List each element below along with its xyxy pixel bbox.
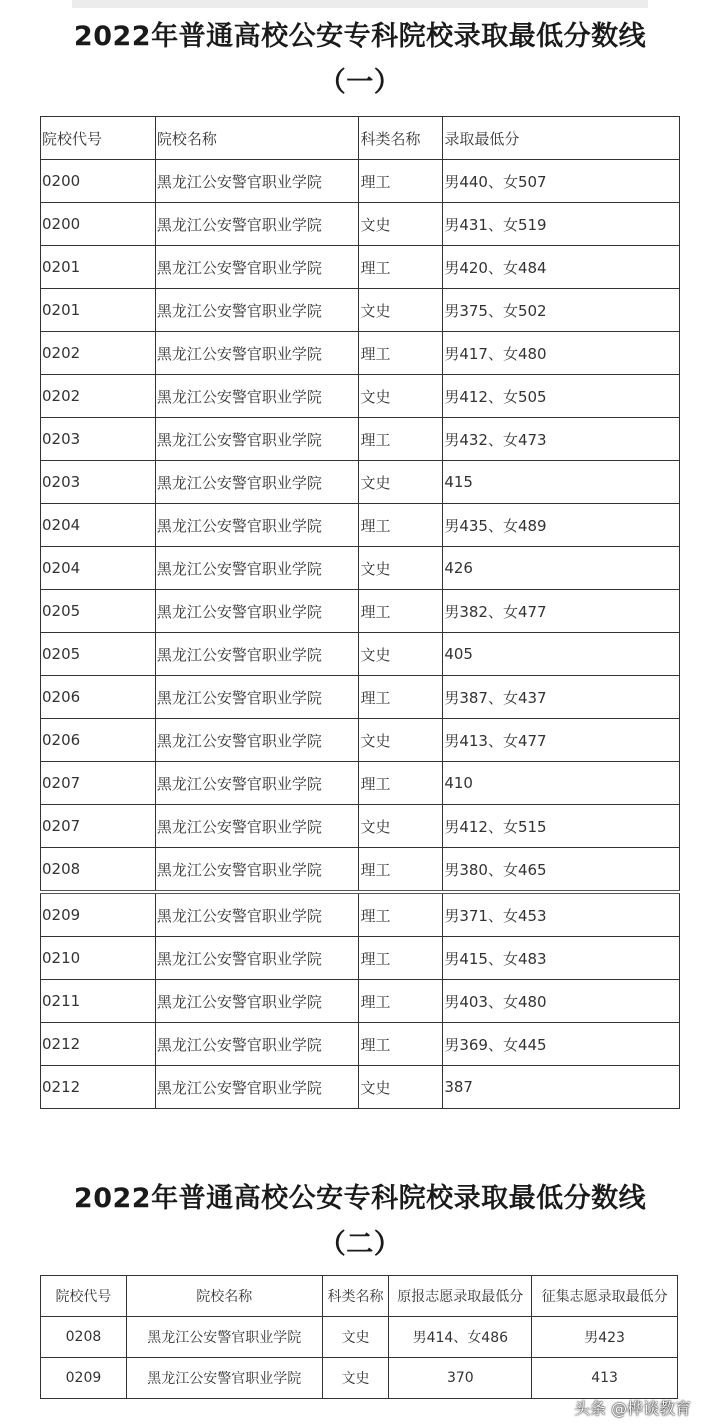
table-row: [41, 203, 680, 246]
cell-code: 0208: [41, 848, 156, 893]
table-row: [41, 719, 680, 762]
table-row: [41, 980, 680, 1023]
table-row: [41, 937, 680, 980]
top-image-strip: [72, 0, 648, 8]
cell-name: 黑龙江公安警官职业学院: [155, 805, 359, 848]
table-row: [41, 547, 680, 590]
cell-supplementary-min-score: 413: [532, 1358, 678, 1399]
cell-min-score: 男380、女465: [443, 848, 680, 893]
cell-name: 黑龙江公安警官职业学院: [155, 547, 359, 590]
cell-code: 0200: [41, 160, 156, 203]
cell-name: 黑龙江公安警官职业学院: [155, 203, 359, 246]
cell-code: 0202: [41, 332, 156, 375]
cell-name: 黑龙江公安警官职业学院: [155, 375, 359, 418]
cell-name: 黑龙江公安警官职业学院: [155, 676, 359, 719]
score-table-1: [40, 116, 680, 1109]
cell-code: 0209: [41, 892, 156, 937]
header-original-min-score: 原报志愿录取最低分: [389, 1276, 532, 1317]
cell-min-score: 男375、女502: [443, 289, 680, 332]
table-row: [41, 892, 680, 937]
cell-category: 理工: [359, 892, 443, 937]
cell-name: 黑龙江公安警官职业学院: [155, 590, 359, 633]
cell-name: 黑龙江公安警官职业学院: [155, 937, 359, 980]
cell-name: 黑龙江公安警官职业学院: [155, 980, 359, 1023]
cell-code: 0207: [41, 805, 156, 848]
header-supplementary-min-score: 征集志愿录取最低分: [532, 1276, 678, 1317]
table-row: [41, 848, 680, 893]
cell-category: 文史: [359, 461, 443, 504]
header-min-score: 录取最低分: [443, 117, 680, 160]
cell-min-score: 男403、女480: [443, 980, 680, 1023]
cell-name: 黑龙江公安警官职业学院: [155, 461, 359, 504]
table-row: [41, 1358, 678, 1399]
cell-category: 理工: [359, 848, 443, 893]
cell-category: 文史: [322, 1317, 389, 1358]
cell-category: 文史: [359, 719, 443, 762]
cell-code: 0205: [41, 590, 156, 633]
cell-code: 0204: [41, 547, 156, 590]
table-row: [41, 762, 680, 805]
cell-code: 0211: [41, 980, 156, 1023]
score-table-2: [40, 1275, 678, 1399]
table-row: [41, 160, 680, 203]
page-subtitle-2: （二）: [318, 1229, 402, 1260]
table-header-row: [41, 117, 680, 160]
page-title-1: 2022年普通高校公安专科院校录取最低分数线: [73, 21, 647, 52]
cell-min-score: 415: [443, 461, 680, 504]
cell-category: 理工: [359, 504, 443, 547]
cell-name: 黑龙江公安警官职业学院: [155, 892, 359, 937]
cell-min-score: 男431、女519: [443, 203, 680, 246]
cell-original-min-score: 370: [389, 1358, 532, 1399]
cell-code: 0206: [41, 719, 156, 762]
header-category: 科类名称: [322, 1276, 389, 1317]
cell-category: 理工: [359, 590, 443, 633]
cell-category: 文史: [359, 289, 443, 332]
cell-name: 黑龙江公安警官职业学院: [126, 1317, 322, 1358]
cell-category: 理工: [359, 1023, 443, 1066]
cell-category: 理工: [359, 980, 443, 1023]
cell-category: 文史: [359, 547, 443, 590]
cell-min-score: 男440、女507: [443, 160, 680, 203]
cell-min-score: 男412、女505: [443, 375, 680, 418]
table-header-row: [41, 1276, 678, 1317]
cell-code: 0207: [41, 762, 156, 805]
cell-name: 黑龙江公安警官职业学院: [155, 246, 359, 289]
cell-code: 0208: [41, 1317, 127, 1358]
cell-code: 0212: [41, 1066, 156, 1109]
cell-category: 理工: [359, 762, 443, 805]
header-code: 院校代号: [41, 117, 156, 160]
header-category: 科类名称: [359, 117, 443, 160]
watermark: 头条 @桦谈教育: [574, 1399, 692, 1418]
cell-min-score: 男369、女445: [443, 1023, 680, 1066]
cell-name: 黑龙江公安警官职业学院: [155, 848, 359, 893]
table-row: [41, 633, 680, 676]
cell-category: 理工: [359, 418, 443, 461]
page-title-2: 2022年普通高校公安专科院校录取最低分数线: [73, 1183, 647, 1214]
cell-name: 黑龙江公安警官职业学院: [155, 289, 359, 332]
cell-code: 0209: [41, 1358, 127, 1399]
table-row: [41, 246, 680, 289]
cell-code: 0206: [41, 676, 156, 719]
cell-code: 0201: [41, 246, 156, 289]
cell-name: 黑龙江公安警官职业学院: [155, 332, 359, 375]
cell-min-score: 410: [443, 762, 680, 805]
cell-category: 文史: [359, 375, 443, 418]
table-row: [41, 1066, 680, 1109]
cell-name: 黑龙江公安警官职业学院: [155, 160, 359, 203]
cell-min-score: 426: [443, 547, 680, 590]
table-row: [41, 289, 680, 332]
cell-category: 文史: [359, 203, 443, 246]
cell-min-score: 男432、女473: [443, 418, 680, 461]
cell-category: 理工: [359, 246, 443, 289]
cell-category: 理工: [359, 332, 443, 375]
table-row: [41, 418, 680, 461]
cell-min-score: 男413、女477: [443, 719, 680, 762]
cell-min-score: 男382、女477: [443, 590, 680, 633]
cell-code: 0202: [41, 375, 156, 418]
cell-supplementary-min-score: 男423: [532, 1317, 678, 1358]
cell-min-score: 男435、女489: [443, 504, 680, 547]
cell-code: 0203: [41, 461, 156, 504]
cell-name: 黑龙江公安警官职业学院: [155, 504, 359, 547]
cell-name: 黑龙江公安警官职业学院: [155, 719, 359, 762]
cell-name: 黑龙江公安警官职业学院: [126, 1358, 322, 1399]
cell-code: 0200: [41, 203, 156, 246]
cell-name: 黑龙江公安警官职业学院: [155, 1066, 359, 1109]
cell-category: 文史: [359, 633, 443, 676]
cell-category: 理工: [359, 160, 443, 203]
cell-name: 黑龙江公安警官职业学院: [155, 1023, 359, 1066]
cell-min-score: 男412、女515: [443, 805, 680, 848]
table-row: [41, 1023, 680, 1066]
cell-min-score: 男417、女480: [443, 332, 680, 375]
cell-code: 0210: [41, 937, 156, 980]
cell-name: 黑龙江公安警官职业学院: [155, 762, 359, 805]
header-code: 院校代号: [41, 1276, 127, 1317]
cell-name: 黑龙江公安警官职业学院: [155, 633, 359, 676]
table-row: [41, 1317, 678, 1358]
table-row: [41, 676, 680, 719]
cell-category: 理工: [359, 937, 443, 980]
header-name: 院校名称: [126, 1276, 322, 1317]
table-row: [41, 332, 680, 375]
cell-code: 0201: [41, 289, 156, 332]
cell-code: 0204: [41, 504, 156, 547]
cell-min-score: 男371、女453: [443, 892, 680, 937]
table-row: [41, 504, 680, 547]
cell-category: 理工: [359, 676, 443, 719]
cell-original-min-score: 男414、女486: [389, 1317, 532, 1358]
cell-category: 文史: [322, 1358, 389, 1399]
table-row: [41, 461, 680, 504]
header-name: 院校名称: [155, 117, 359, 160]
cell-category: 文史: [359, 1066, 443, 1109]
cell-code: 0203: [41, 418, 156, 461]
table-row: [41, 805, 680, 848]
cell-min-score: 男420、女484: [443, 246, 680, 289]
cell-min-score: 405: [443, 633, 680, 676]
page-subtitle-1: （一）: [318, 67, 402, 98]
cell-min-score: 男415、女483: [443, 937, 680, 980]
cell-code: 0212: [41, 1023, 156, 1066]
cell-category: 文史: [359, 805, 443, 848]
cell-name: 黑龙江公安警官职业学院: [155, 418, 359, 461]
table-row: [41, 590, 680, 633]
table-row: [41, 375, 680, 418]
cell-code: 0205: [41, 633, 156, 676]
cell-min-score: 男387、女437: [443, 676, 680, 719]
cell-min-score: 387: [443, 1066, 680, 1109]
